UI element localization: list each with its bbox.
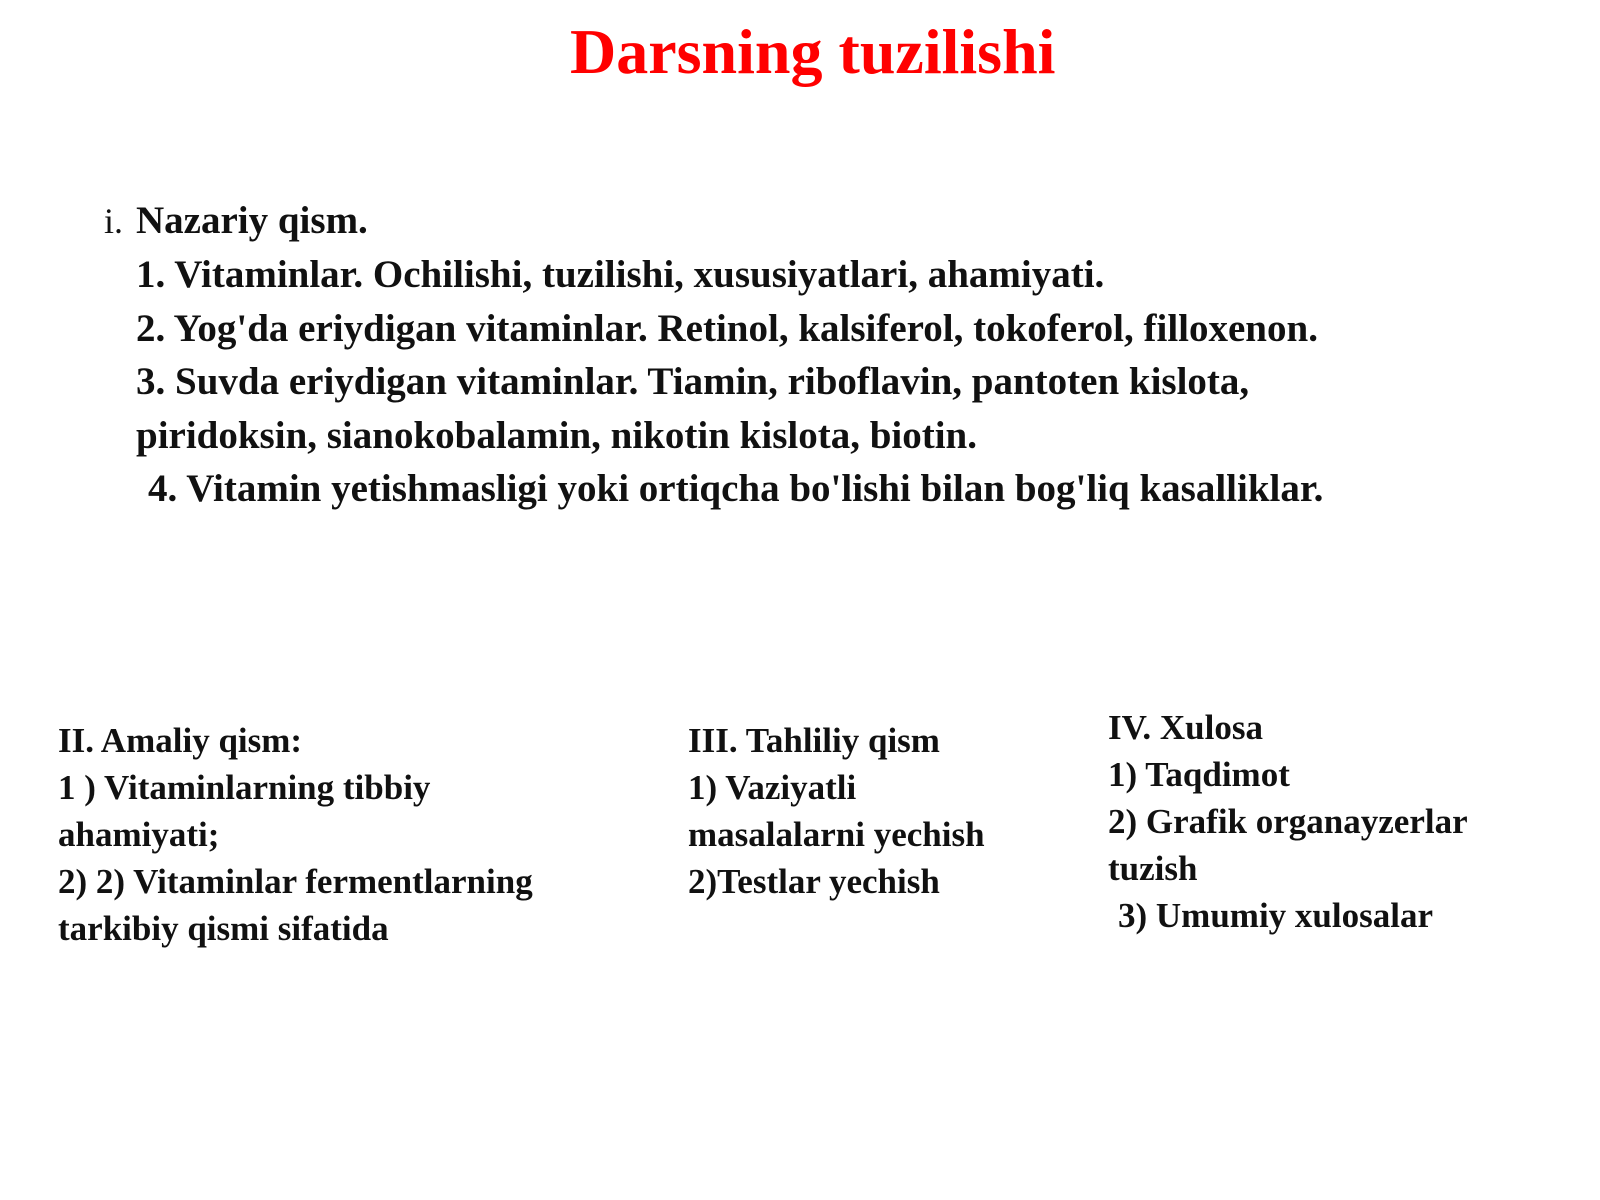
conclusion-item: 3) Umumiy xulosalar bbox=[1118, 896, 1433, 935]
conclusion-section bbox=[1108, 704, 1548, 939]
theory-item-1: 1. Vitaminlar. Ochilishi, tuzilishi, xususiyatlari, ahamiyati. bbox=[136, 253, 1105, 296]
theory-item-3: 3. Suvda eriydigan vitaminlar. Tiamin, riboflavin, pantoten kislota, bbox=[136, 360, 1250, 403]
practical-heading: II. Amaliy qism: bbox=[58, 721, 303, 760]
analytical-item: masalalarni yechish bbox=[688, 815, 985, 854]
conclusion-item: 2) Grafik organayzerlar bbox=[1108, 802, 1468, 841]
analytical-item: 1) Vaziyatli bbox=[688, 768, 857, 807]
theory-item-4: 4. Vitamin yetishmasligi yoki ortiqcha bo'lishi bilan bog'liq kasalliklar. bbox=[148, 467, 1324, 510]
theory-heading: Nazariy qism. bbox=[136, 199, 368, 242]
slide-title-area bbox=[0, 0, 1600, 98]
theory-section bbox=[104, 194, 1564, 516]
slide-title: Darsning tuzilishi bbox=[570, 16, 1056, 87]
practical-item: 2) 2) Vitaminlar fermentlarning bbox=[58, 862, 533, 901]
practical-item: ahamiyati; bbox=[58, 815, 220, 854]
practical-item: 1 ) Vitaminlarning tibbiy bbox=[58, 768, 431, 807]
analytical-heading: III. Tahliliy qism bbox=[688, 721, 940, 760]
theory-item-3-cont: piridoksin, sianokobalamin, nikotin kislota, biotin. bbox=[136, 413, 977, 457]
theory-item-2: 2. Yog'da eriydigan vitaminlar. Retinol, kalsiferol, tokoferol, filloxenon. bbox=[136, 306, 1318, 350]
theory-heading-row bbox=[104, 194, 1564, 248]
practical-item: tarkibiy qismi sifatida bbox=[58, 909, 389, 948]
analytical-section bbox=[688, 717, 1068, 905]
analytical-item: 2)Testlar yechish bbox=[688, 862, 940, 901]
conclusion-item: 1) Taqdimot bbox=[1108, 755, 1290, 794]
list-marker: i. bbox=[104, 201, 124, 241]
practical-section bbox=[58, 717, 638, 952]
conclusion-item: tuzish bbox=[1108, 849, 1198, 888]
conclusion-heading: IV. Xulosa bbox=[1108, 708, 1263, 747]
